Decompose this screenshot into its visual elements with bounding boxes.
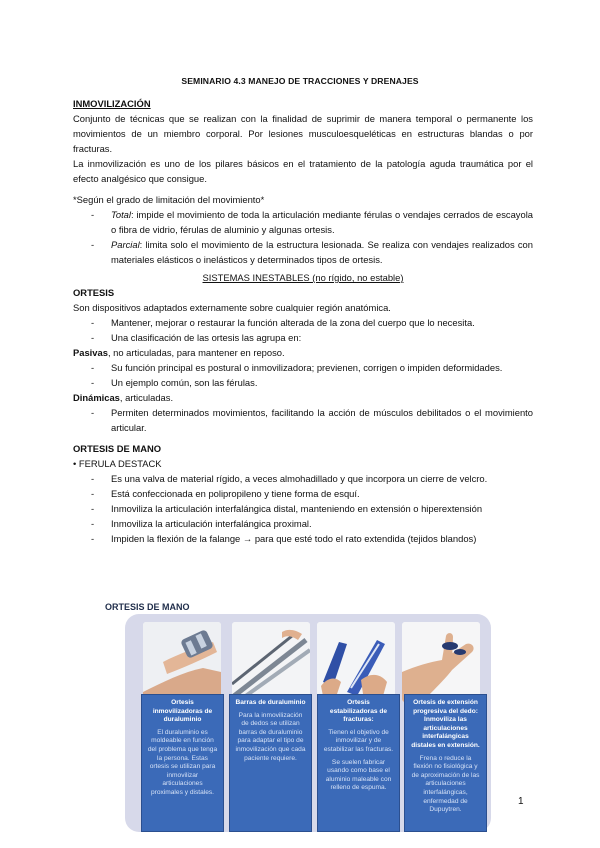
- term-text: : limita solo el movimiento de la estructura lesionada. Se realiza con vendajes realizados con materiales elásticos o inelásticos y determinados tipos de ortesis.: [111, 239, 533, 265]
- section-heading-inmovilizacion: INMOVILIZACIÓN: [73, 98, 151, 109]
- list-item: - Inmoviliza la articulación interfalángica distal, manteniendo en extensión o hiperextensión: [91, 503, 483, 514]
- term: Dinámicas: [73, 392, 120, 403]
- list-item: - Un ejemplo común, son las férulas.: [91, 377, 258, 388]
- list-item: - Una clasificación de las ortesis las agrupa en:: [91, 332, 302, 343]
- term-text: : impide el movimiento de toda la articulación mediante férulas o vendajes cerrados de escayola o fibra de vidrio, férulas de aluminio y algunas ortesis.: [111, 209, 533, 235]
- figure-title: ORTESIS DE MANO: [105, 602, 190, 612]
- paragraph: Dinámicas, articuladas.: [73, 392, 174, 403]
- document-body: [73, 96, 533, 546]
- list-item: - Impiden la flexión de la falange → para que esté todo el rato extendida (tejidos blandos): [91, 533, 477, 544]
- list-item: - Permiten determinados movimientos, facilitando la acción de músculos debilitados o el movimiento articular.: [91, 407, 533, 433]
- bullet-item: • FERULA DESTACK: [73, 458, 162, 469]
- list-item: - Inmoviliza la articulación interfalángica proximal.: [91, 518, 312, 529]
- card-duraluminio-ortesis: Ortesis inmovilizadoras de duraluminio El duraluminio es moldeable en función del problema que tenga la persona. Estas ortesis se utilizan para inmovilizar articulaciones proximales y distales.: [141, 694, 224, 832]
- list-item: - Parcial: limita solo el movimiento de la estructura lesionada. Se realiza con vendajes realizados con materiales elásticos o inelásticos y determinados tipos de ortesis.: [91, 239, 533, 265]
- section-heading-sistemas: SISTEMAS INESTABLES (no rígido, no estable): [202, 272, 404, 283]
- paragraph: Son dispositivos adaptados externamente sobre cualquier región anatómica.: [73, 302, 391, 313]
- paragraph: La inmovilización es uno de los pilares básicos en el tratamiento de la patología aguda traumática por el efecto analgésico que consigue.: [73, 158, 533, 184]
- paragraph: *Según el grado de limitación del movimiento*: [73, 194, 265, 205]
- term: Parcial: [111, 239, 140, 250]
- list-item: - Mantener, mejorar o restaurar la función alterada de la zona del cuerpo que lo necesita.: [91, 317, 475, 328]
- paragraph: Pasivas, no articuladas, para mantener en reposo.: [73, 347, 285, 358]
- list-item: - Está confeccionada en polipropileno y tiene forma de esquí.: [91, 488, 360, 499]
- photo-aluminium-bars: [232, 622, 310, 702]
- list-item: - Su función principal es postural o inmovilizadora; previenen, corrigen o impiden deformidades.: [91, 362, 503, 373]
- ortesis-figure: [97, 602, 497, 834]
- photo-finger-splint: [143, 622, 221, 702]
- term: Total: [111, 209, 131, 220]
- section-heading-ortesis-mano: ORTESIS DE MANO: [73, 443, 162, 454]
- section-heading-ortesis: ORTESIS: [73, 287, 115, 298]
- list-item: - Es una valva de material rígido, a veces almohadillado y que incorpora un cierre de velcro.: [91, 473, 488, 484]
- photo-extension-orthosis: [402, 622, 480, 702]
- page-title: SEMINARIO 4.3 MANEJO DE TRACCIONES Y DRENAJES: [181, 76, 419, 86]
- card-extension-progresiva: Ortesis de extensión progresiva del dedo: Inmoviliza las articulaciones interfalángicas distales en extensión. Frena o reduce la flexión no fisiológica y de aproximación de las articulaciones interfalángicas, enfermedad de Dupuytren.: [404, 694, 487, 832]
- paragraph: Conjunto de técnicas que se realizan con la finalidad de suprimir de manera temporal o permanente los movimientos de un miembro corporal. Por lesiones musculoesqueléticas en estructuras blandas o por fracturas.: [73, 113, 533, 154]
- card-barras-duraluminio: Barras de duraluminio Para la inmovilización de dedos se utilizan barras de duraluminio para adaptar el tipo de inmovilización que cada paciente requiere.: [229, 694, 312, 832]
- page-number: 1: [518, 796, 524, 807]
- photo-fracture-splint: [317, 622, 395, 702]
- list-item: - Total: impide el movimiento de toda la articulación mediante férulas o vendajes cerrados de escayola o fibra de vidrio, férulas de aluminio y algunas ortesis.: [91, 209, 533, 235]
- term: Pasivas: [73, 347, 108, 358]
- card-estabilizadoras: Ortesis estabilizadoras de fracturas: Tienen el objetivo de inmovilizar y de estabilizar las fracturas. Se suelen fabricar usando como base el aluminio maleable con relleno de espuma.: [317, 694, 400, 832]
